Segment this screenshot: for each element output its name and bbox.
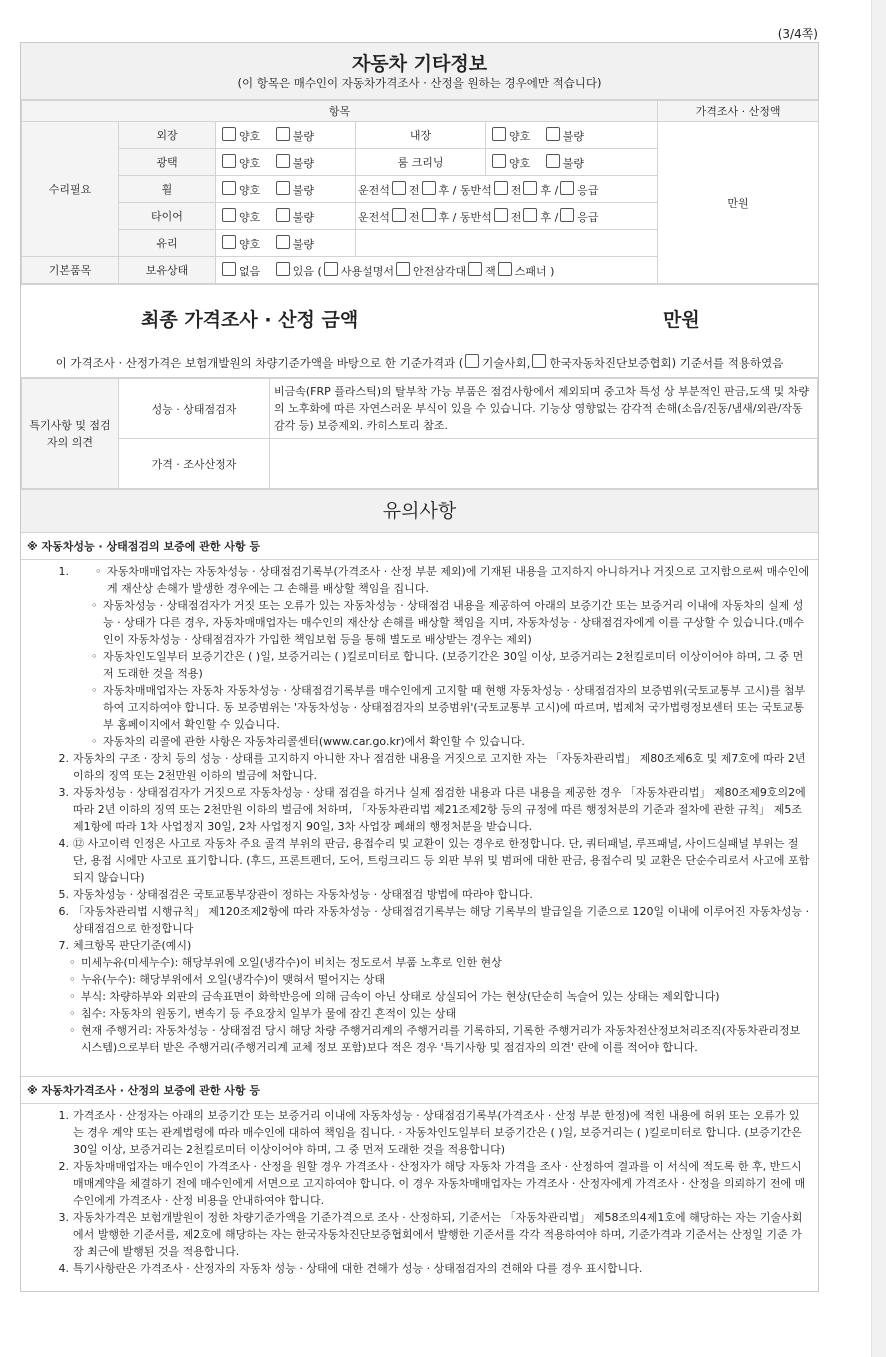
notice-item (29, 835, 810, 886)
notice-item-text: 가격조사 · 산정자는 아래의 보증기간 또는 보증거리 이내에 자동차성능 · 상태점검기록부(가격조사 · 산정 부분 한정)에 적힌 내용에 허위 또는 오류가 있는 경우 계약 또는 관계법령에 따라 매수인에 대하여 책임을 집니다. · 자동차인도일부터 보증기간은 ( )일, 보증거리는 ( )킬로미터로 합니다. (보증기간은 30일 이상, 보증거리는 2천킬로미터 이상이어야 하며, 그 중 먼저 도래한 것을 적용합니다) (73, 1109, 802, 1156)
notice-item-number: 2. (58, 1160, 69, 1173)
bullet-marker: ◦ (91, 684, 98, 697)
notice-bullet (61, 1005, 810, 1022)
notice-item-row (29, 937, 810, 954)
bullet-marker: ◦ (95, 565, 102, 578)
row-gloss-label: 광택 (119, 149, 216, 176)
bullet-marker: ◦ (69, 1024, 76, 1037)
price-basis-note: 이 가격조사 · 산정가격은 보험개발원의 차량기준가액을 바탕으로 한 기준가격과 ( 기술사회, 한국자동차진단보증협회) 기준서를 적용하였음 (21, 349, 818, 378)
row-exterior-label: 외장 (119, 122, 216, 149)
notice-bullet-text: 자동차매매업자는 자동차성능 · 상태점검기록부(가격조사 · 산정 부분 제외)에 기재된 내용을 고지하지 아니하거나 거짓으로 고지함으로써 매수인에게 재산상 손해가 발생한 경우에는 그 손해를 배상할 책임을 집니다. (107, 565, 810, 595)
notice-bullets (29, 954, 810, 1056)
gloss-good-checkbox[interactable] (222, 154, 236, 168)
tire-passenger-rear-checkbox[interactable] (523, 208, 537, 222)
interior-options: 양호 불량 (486, 122, 658, 149)
notice-bullet-text: 자동차성능 · 상태점검자가 거짓 또는 오류가 있는 자동차성능 · 상태점검 내용을 제공하여 아래의 보증기간 또는 보증거리 이내에 자동차의 실제 성능 · 상태가 다른 경우, 자동차매매업자는 매수인의 재산상 손해를 배상할 책임을 지며, 자동차성능 · 상태점검자에게 이를 구상할 수 있습니다.(매수인이 자동차성능 · 상태점검자가 가입한 책임보험 등을 통해 별도로 배상받는 경우는 제외) (103, 599, 805, 646)
spanner-checkbox[interactable] (498, 262, 512, 276)
tire-driver-front-checkbox[interactable] (392, 208, 406, 222)
exterior-good-checkbox[interactable] (222, 127, 236, 141)
notice-item-text: 자동차의 구조 · 장치 등의 성능 · 상태를 고지하지 아니한 자나 점검한 내용을 거짓으로 고지한 자는 「자동차관리법」 제80조제6호 및 제7호에 따라 2년 이하의 징역 또는 2천만원 이하의 벌금에 처합니다. (73, 752, 806, 782)
page-number: (3/4쪽) (777, 27, 818, 41)
notice-item (29, 1158, 810, 1209)
possession-exists-checkbox[interactable] (276, 262, 290, 276)
notice-bullet (29, 597, 810, 648)
notice-bullet-text: 미세누유(미세누수): 해당부위에 오일(냉각수)이 비치는 정도로서 부품 노후로 인한 현상 (81, 956, 502, 969)
row-interior-label: 내장 (356, 122, 486, 149)
possession-none-checkbox[interactable] (222, 262, 236, 276)
notice-bullet (61, 954, 810, 971)
gloss-options: 양호 불량 (216, 149, 356, 176)
notice-bullet-text: 부식: 차량하부와 외판의 금속표면이 화학반응에 의해 금속이 아닌 상태로 상실되어 가는 현상(단순히 녹슬어 있는 상태는 제외합니다) (81, 990, 720, 1003)
notice-bullet (29, 648, 810, 682)
col-header-price: 가격조사 · 산정액 (658, 101, 819, 122)
tire-bad-checkbox[interactable] (276, 208, 290, 222)
notice-item-number: 4. (58, 1262, 69, 1275)
notice-item-text: ⑫ 사고이력 인정은 사고로 자동차 주요 골격 부위의 판금, 용접수리 및 교환이 있는 경우로 한정합니다. 단, 쿼터패널, 루프패널, 사이드실패널 부위는 절단, 용접 시에만 사고로 표기합니다. (후드, 프론트펜더, 도어, 트렁크리드 등 외판 부위 및 범퍼에 대한 판금, 용접수리 및 교환은 단순수리로서 사고에 포함되지 않습니다) (73, 837, 810, 884)
notice-item (29, 563, 810, 750)
row-tire-label: 타이어 (119, 203, 216, 230)
notice-item-text: 자동차성능 · 상태점검은 국토교통부장관이 정하는 자동차성능 · 상태점검 방법에 따라야 합니다. (73, 888, 533, 901)
exterior-bad-checkbox[interactable] (276, 127, 290, 141)
possession-options: 없음 있음 ( 사용설명서 안전삼각대 잭 스패너 ) (216, 257, 658, 284)
final-price-section (21, 284, 818, 349)
notice-item (29, 784, 810, 835)
notice-item (29, 1260, 810, 1277)
notice-bullet-text: 침수: 자동차의 원동기, 변속기 등 주요장치 일부가 물에 잠긴 흔적이 있는 상태 (81, 1007, 457, 1020)
notice-item (29, 1107, 810, 1158)
notice-item-text: 자동차가격은 보험개발원이 정한 차량기준가액을 기준가격으로 조사 · 산정하되, 기준서는 「자동차관리법」 제58조의4제1호에 해당하는 자는 기술사회에서 발행한 기준서를, 제2호에 해당하는 자는 한국자동차진단보증협회에서 발행한 기준서를 각각 적용하여야 하며, 기준가격과 기준서는 산정일 기준 가장 최근에 발행된 것을 적용합니다. (73, 1211, 803, 1258)
final-price-label: 최종 가격조사 · 산정 금액 (141, 309, 359, 331)
notice-item-text: 자동차성능 · 상태점검자가 거짓으로 자동차성능 · 상태 점검을 하거나 실제 점검한 내용과 다른 내용을 제공한 경우 「자동차관리법」 제80조제9호의2에 따라 2년 이하의 징역 또는 2천만원 이하의 벌금에 처하며, 「자동차관리법 제21조제2항 등의 규정에 따른 행정처분의 기준과 절차에 관한 규칙」 제5조제1항에 따라 1차 사업정지 30일, 2차 사업정지 90일, 3차 사업장 폐쇄의 행정처분을 받습니다. (73, 786, 806, 833)
notice-item-number: 6. (58, 905, 69, 918)
bullet-marker: ◦ (69, 956, 76, 969)
notice-bullet (61, 971, 810, 988)
notice-item-text: 체크항목 판단기준(예시) (73, 939, 192, 952)
notice-item-number: 1. (58, 565, 69, 578)
bullet-marker: ◦ (91, 735, 98, 748)
basis-kadia-checkbox[interactable] (532, 354, 546, 368)
inspection-table (21, 100, 819, 284)
page-subtitle: (이 항목은 매수인이 자동차가격조사 · 산정을 원하는 경우에만 적습니다) (237, 76, 602, 90)
tire-driver-rear-checkbox[interactable] (422, 208, 436, 222)
row-glass-label: 유리 (119, 230, 216, 257)
notice-section1-title: ※ 자동차성능 · 상태점검의 보증에 관한 사항 등 (21, 533, 818, 560)
bullet-marker: ◦ (91, 650, 98, 663)
price-assessor-opinion (270, 439, 818, 489)
tire-emergency-checkbox[interactable] (560, 208, 574, 222)
notice-item (29, 937, 810, 1056)
notice-item-row (29, 903, 810, 937)
notice-item-number: 5. (58, 888, 69, 901)
interior-bad-checkbox[interactable] (546, 127, 560, 141)
notice-bullet (29, 733, 810, 750)
notice-bullet-text: 현재 주행거리: 자동차성능 · 상태점검 당시 해당 차량 주행거리계의 주행거리를 기록하되, 기록한 주행거리가 자동차전산정보처리조직(자동차관리정보시스템)으로부터 받은 주행거리(주행거리계 교체 정보 포함)보다 적은 경우 '특기사항 및 점검자의 의견' 란에 이를 적어야 합니다. (81, 1024, 801, 1054)
notice-item-row (29, 750, 810, 784)
notice-bullet-text: 자동차인도일부터 보증기간은 ( )일, 보증거리는 ( )킬로미터로 합니다. (보증기간은 30일 이상, 보증거리는 2천킬로미터 이상이어야 하며, 그 중 먼저 도래한 것을 적용) (103, 650, 804, 680)
wheel-passenger-rear-checkbox[interactable] (523, 181, 537, 195)
room-cleaning-good-checkbox[interactable] (492, 154, 506, 168)
wheel-passenger-front-checkbox[interactable] (494, 181, 508, 195)
tire-passenger-front-checkbox[interactable] (494, 208, 508, 222)
notice-item-number: 7. (58, 939, 69, 952)
notice-bullet (29, 682, 810, 733)
interior-good-checkbox[interactable] (492, 127, 506, 141)
bullet-marker: ◦ (69, 990, 76, 1003)
price-amount-cell: 만원 (658, 122, 819, 284)
wheel-seat-options: 운전석 전 후 / 동반석 전 후 / 응급 (356, 176, 658, 203)
wheel-emergency-checkbox[interactable] (560, 181, 574, 195)
notice-item-row (29, 886, 810, 903)
notice-item-number: 1. (58, 1109, 69, 1122)
tire-seat-options: 운전석 전 후 / 동반석 전 후 / 응급 (356, 203, 658, 230)
perf-inspector-label: 성능 · 상태점검자 (119, 379, 270, 439)
notice-bullet (29, 563, 810, 597)
glass-options: 양호 불량 (216, 230, 356, 257)
wheel-good-checkbox[interactable] (222, 181, 236, 195)
notice-section1-list (21, 560, 818, 1062)
notice-item (29, 750, 810, 784)
tire-options: 양호 불량 (216, 203, 356, 230)
notice-bullet-text: 자동차매매업자는 자동차 자동차성능 · 상태점검기록부를 매수인에게 고지할 때 현행 자동차성능 · 상태점검자의 보증범위(국토교통부 고시)를 첨부하여 고지하여야 합니다. 동 보증범위는 '자동차성능 · 상태점검자의 보증범위'(국토교통부 고시)에 따르며, 법제처 국가법령정보센터 또는 국토교통부 홈페이지에서 확인할 수 있습니다. (103, 684, 806, 731)
notice-item-number: 3. (58, 786, 69, 799)
notice-item-number: 4. (58, 837, 69, 850)
room-cleaning-options: 양호 불량 (486, 149, 658, 176)
wheel-options: 양호 불량 (216, 176, 356, 203)
notice-section2-title: ※ 자동차가격조사 · 산정의 보증에 관한 사항 등 (21, 1076, 818, 1104)
notice-item (29, 903, 810, 937)
notice-item-text: 자동차매매업자는 매수인이 가격조사 · 산정을 원할 경우 가격조사 · 산정자가 해당 자동차 가격을 조사 · 산정하여 결과를 이 서식에 적도록 한 후, 반드시 매매계약을 체결하기 전에 매수인에게 서면으로 고지하여야 합니다. 이 경우 자동차매매업자는 가격조사 · 산정자에게 가격조사 · 산정을 의뢰하기 전에 매수인에게 가격조사 · 산정 비용을 안내하여야 합니다. (73, 1160, 806, 1207)
group-repair-label: 수리필요 (22, 122, 119, 257)
opinion-table (21, 378, 818, 489)
triangle-checkbox[interactable] (396, 262, 410, 276)
row-wheel-label: 휠 (119, 176, 216, 203)
opinion-label: 특기사항 및 점검자의 의견 (22, 379, 119, 489)
notice-item-text: 특기사항란은 가격조사 · 산정자의 자동차 성능 · 상태에 대한 견해가 성능 · 상태점검자의 견해와 다를 경우 표시합니다. (73, 1262, 643, 1275)
bullet-marker: ◦ (69, 1007, 76, 1020)
notice-bullets (29, 563, 810, 750)
jack-checkbox[interactable] (468, 262, 482, 276)
basis-engineer-society-checkbox[interactable] (465, 354, 479, 368)
page-title: 자동차 기타정보 (351, 53, 488, 75)
bullet-marker: ◦ (91, 599, 98, 612)
price-assessor-label: 가격 · 조사산정자 (119, 439, 270, 489)
notice-item-number: 2. (58, 752, 69, 765)
notice-item-row (29, 784, 810, 835)
notice-item-row (29, 1260, 810, 1277)
glass-good-checkbox[interactable] (222, 235, 236, 249)
notice-title: 유의사항 (21, 489, 818, 533)
room-cleaning-bad-checkbox[interactable] (546, 154, 560, 168)
col-header-item: 항목 (22, 101, 658, 122)
group-basic-label: 기본품목 (22, 257, 119, 284)
notice-item (29, 886, 810, 903)
notice-bullet (61, 1022, 810, 1056)
glass-bad-checkbox[interactable] (276, 235, 290, 249)
notice-item-row (29, 1158, 810, 1209)
perf-inspector-opinion: 비금속(FRP 플라스틱)의 탈부착 가능 부품은 점검사항에서 제외되며 중고차 특성 상 부분적인 판금,도색 및 차량의 노후화에 따른 자연스러운 부식이 있을 수 있습니다. 기능상 영향없는 감각적 손해(소음/진동/냄새/외관/작동감각 등) 보증제외. 카히스토리 참조. (270, 379, 818, 439)
notice-section2-list (21, 1104, 818, 1291)
notice-bullet-text: 누유(누수): 해당부위에서 오일(냉각수)이 맺혀서 떨어지는 상태 (81, 973, 386, 986)
row-room-cleaning-label: 룸 크리닝 (356, 149, 486, 176)
bullet-marker: ◦ (69, 973, 76, 986)
notice-item (29, 1209, 810, 1260)
vehicle-info-sheet (20, 42, 819, 1292)
wheel-bad-checkbox[interactable] (276, 181, 290, 195)
notice-item-row (29, 1209, 810, 1260)
row-possession-label: 보유상태 (119, 257, 216, 284)
wheel-driver-front-checkbox[interactable] (392, 181, 406, 195)
notice-item-number: 3. (58, 1211, 69, 1224)
final-price-unit: 만원 (663, 309, 700, 331)
notice-item-row (29, 1107, 810, 1158)
exterior-options: 양호 불량 (216, 122, 356, 149)
manual-checkbox[interactable] (324, 262, 338, 276)
sheet-header (21, 43, 818, 100)
window-scrollbar[interactable] (871, 0, 886, 1357)
notice-bullet-text: 자동차의 리콜에 관한 사항은 자동차리콜센터(www.car.go.kr)에서 확인할 수 있습니다. (103, 735, 525, 748)
notice-item-row (29, 835, 810, 886)
gloss-bad-checkbox[interactable] (276, 154, 290, 168)
notice-bullet (61, 988, 810, 1005)
tire-good-checkbox[interactable] (222, 208, 236, 222)
wheel-driver-rear-checkbox[interactable] (422, 181, 436, 195)
notice-item-text: 「자동차관리법 시행규칙」 제120조제2항에 따라 자동차성능 · 상태점검기록부는 해당 기록부의 발급일을 기준으로 120일 이내에 이루어진 자동차성능 · 상태점검으로 한정합니다 (73, 905, 810, 935)
